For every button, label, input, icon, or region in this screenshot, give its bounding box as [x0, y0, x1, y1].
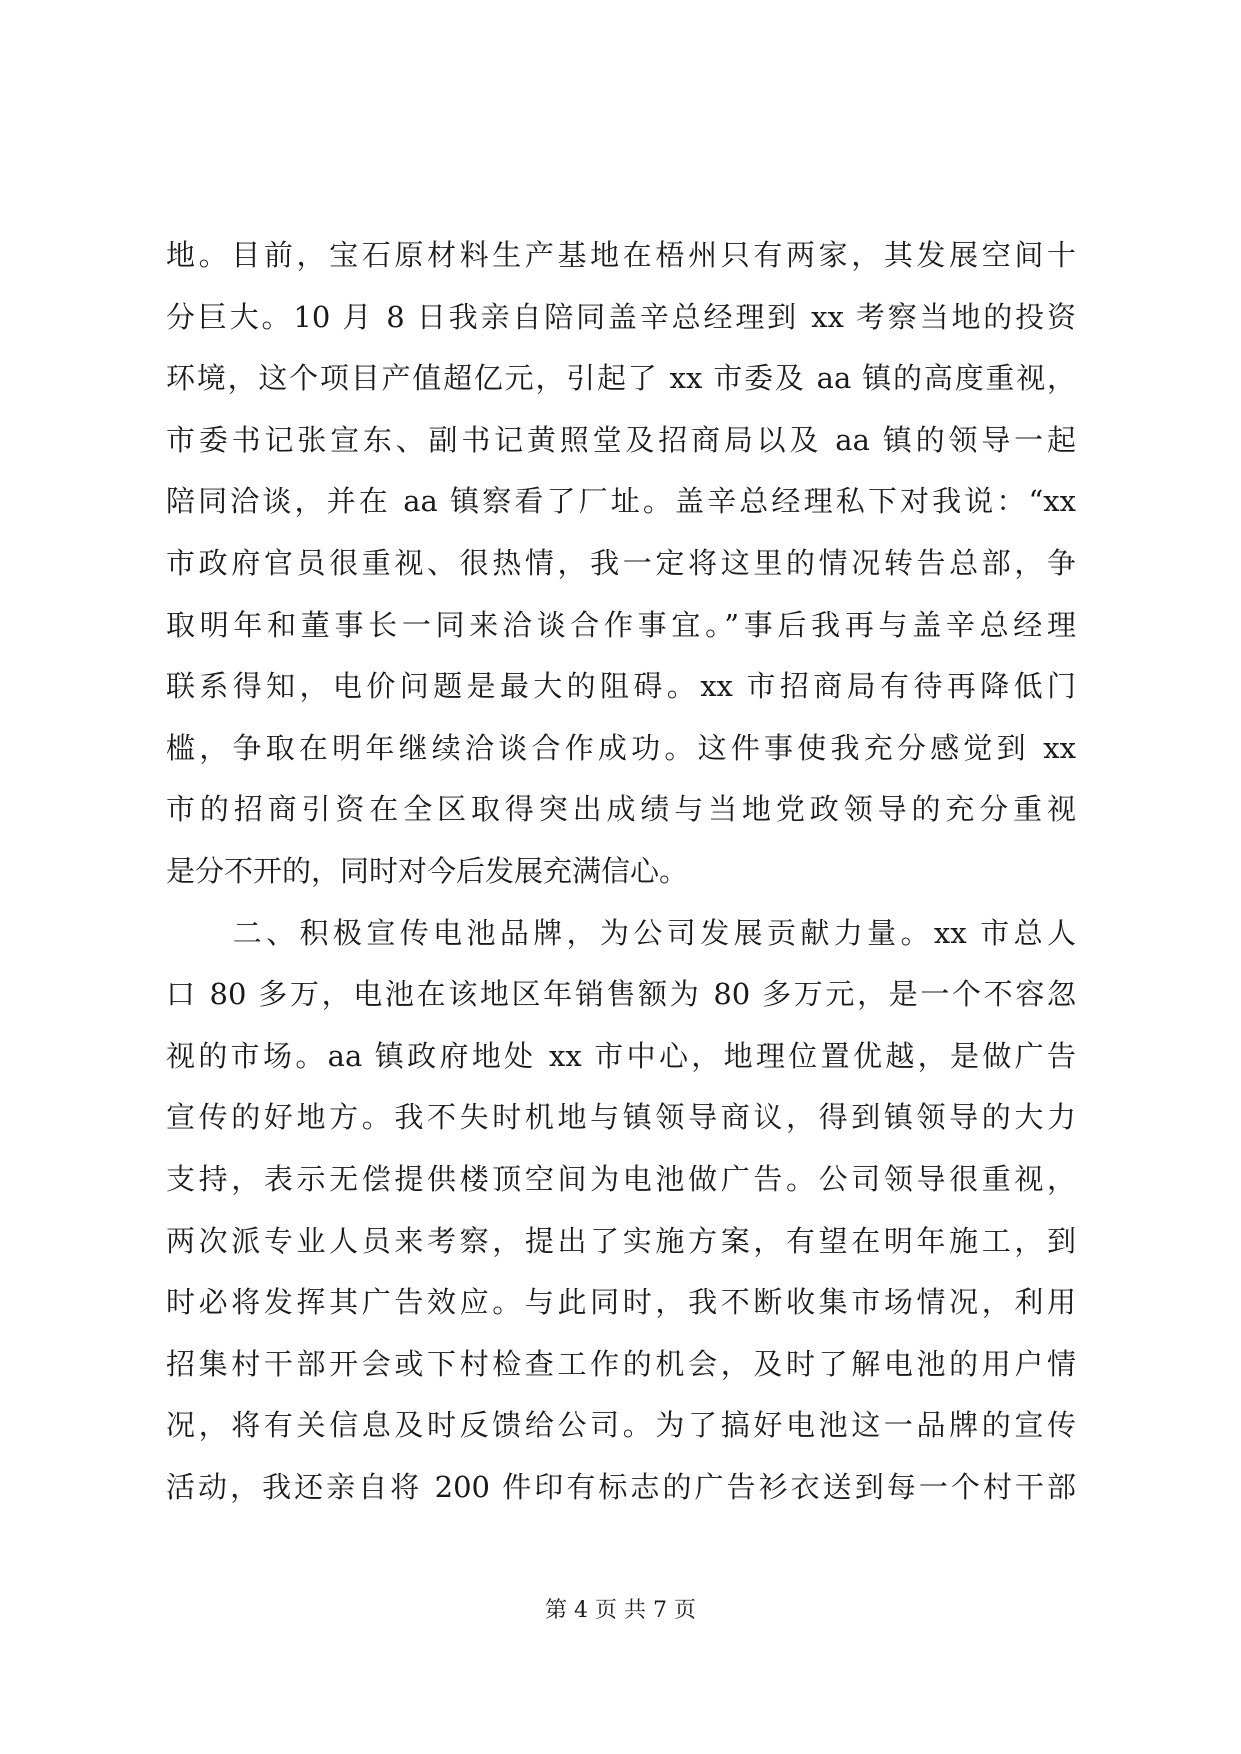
text-line: 槛，争取在明年继续洽谈合作成功。这件事使我充分感觉到 xx [166, 730, 1076, 765]
text-line: 市政府官员很重视、很热情，我一定将这里的情况转告总部，争 [166, 545, 1076, 580]
text-line: 活动，我还亲自将 200 件印有标志的广告衫衣送到每一个村干部 [166, 1469, 1076, 1504]
text-line: 况，将有关信息及时反馈给公司。为了搞好电池这一品牌的宣传 [166, 1408, 1076, 1443]
text-line: 宣传的好地方。我不失时机地与镇领导商议，得到镇领导的大力 [166, 1100, 1076, 1135]
text-line: 支持，表示无偿提供楼顶空间为电池做广告。公司领导很重视， [166, 1161, 1076, 1196]
text-line: 陪同洽谈，并在 aa 镇察看了厂址。盖辛总经理私下对我说：“xx [166, 484, 1076, 519]
document-body [166, 225, 1076, 1518]
text-line: 两次派专业人员来考察，提出了实施方案，有望在明年施工，到 [166, 1223, 1076, 1258]
text-line: 是分不开的，同时对今后发展充满信心。 [166, 853, 689, 888]
text-line: 环境，这个项目产值超亿元，引起了 xx 市委及 aa 镇的高度重视， [166, 361, 1076, 396]
paragraph-2 [166, 903, 1076, 1519]
text-line: 取明年和董事长一同来洽谈合作事宜。”事后我再与盖辛总经理 [166, 607, 1076, 642]
text-line: 市委书记张宣东、副书记黄照堂及招商局以及 aa 镇的领导一起 [166, 422, 1076, 457]
text-line: 地。目前，宝石原材料生产基地在梧州只有两家，其发展空间十 [166, 238, 1076, 272]
text-line: 招集村干部开会或下村检查工作的机会，及时了解电池的用户情 [166, 1346, 1076, 1381]
text-line: 市的招商引资在全区取得突出成绩与当地党政领导的充分重视 [166, 792, 1076, 827]
text-line: 二、积极宣传电池品牌，为公司发展贡献力量。xx 市总人 [166, 915, 1076, 950]
text-line: 联系得知，电价问题是最大的阻碍。xx 市招商局有待再降低门 [166, 669, 1076, 704]
text-line: 分巨大。10 月 8 日我亲自陪同盖辛总经理到 xx 考察当地的投资 [166, 299, 1076, 334]
text-line: 口 80 多万，电池在该地区年销售额为 80 多万元，是一个不容忽 [166, 977, 1076, 1012]
text-line: 时必将发挥其广告效应。与此同时，我不断收集市场情况，利用 [166, 1285, 1076, 1320]
page-number-footer: 第 4 页 共 7 页 [545, 1598, 696, 1623]
paragraph-1 [166, 225, 1076, 903]
text-line: 视的市场。aa 镇政府地处 xx 市中心，地理位置优越，是做广告 [166, 1038, 1076, 1073]
